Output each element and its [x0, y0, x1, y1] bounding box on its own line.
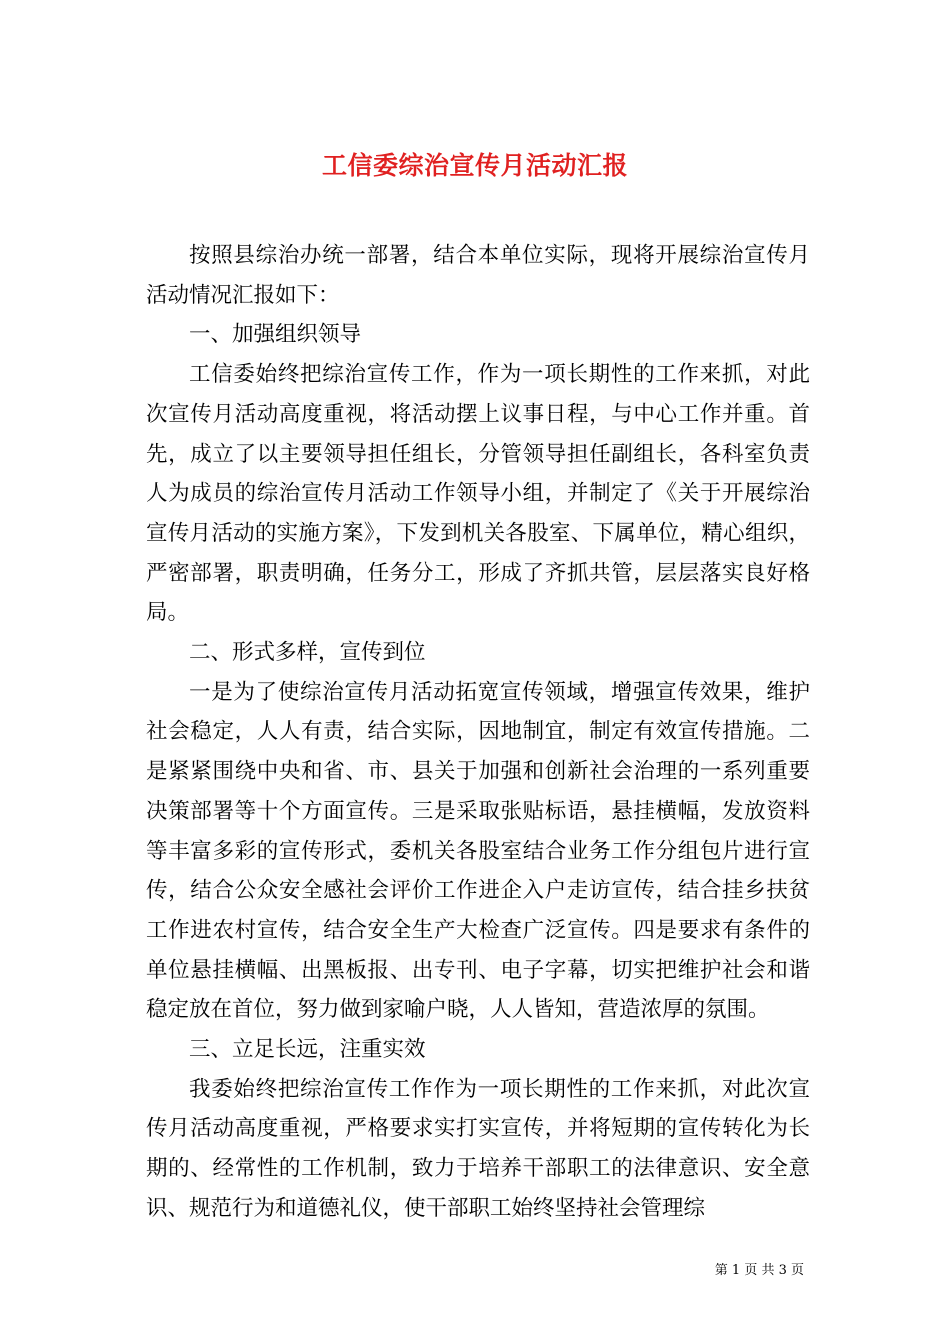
document-title: 工信委综治宣传月活动汇报	[321, 150, 628, 180]
page-number: 第 1 页 共 3 页	[714, 1263, 804, 1278]
document-body	[146, 236, 810, 1229]
section-heading-2: 二、形式多样，宣传到位	[189, 640, 426, 666]
section-2-paragraph: 一是为了使综治宣传月活动拓宽宣传领域，增强宣传效果，维护社会稳定，人人有责，结合实际，因地制宜，制定有效宣传措施。二是紧紧围绕中央和省、市、县关于加强和创新社会治理的一系列重要决策部署等十个方面宣传。三是采取张贴标语，悬挂横幅，发放资料等丰富多彩的宣传形式，委机关各股室结合业务工作分组包片进行宣传，结合公众安全感社会评价工作进企入户走访宣传，结合挂乡扶贫工作进农村宣传，结合安全生产大检查广泛宣传。四是要求有条件的单位悬挂横幅、出黑板报、出专刊、电子字幕，切实把维护社会和谐稳定放在首位，努力做到家喻户晓，人人皆知，营造浓厚的氛围。	[146, 679, 810, 1023]
intro-paragraph: 按照县综治办统一部署，结合本单位实际，现将开展综治宣传月活动情况汇报如下：	[146, 243, 810, 308]
section-heading-1: 一、加强组织领导	[189, 322, 362, 348]
section-3-paragraph: 我委始终把综治宣传工作作为一项长期性的工作来抓，对此次宣传月活动高度重视，严格要求实打实宣传，并将短期的宣传转化为长期的、经常性的工作机制，致力于培养干部职工的法律意识、安全意识、规范行为和道德礼仪，使干部职工始终坚持社会管理综	[146, 1076, 810, 1221]
section-1-paragraph: 工信委始终把综治宣传工作，作为一项长期性的工作来抓，对此次宣传月活动高度重视，将活动摆上议事日程，与中心工作并重。首先，成立了以主要领导担任组长，分管领导担任副组长，各科室负责人为成员的综治宣传月活动工作领导小组，并制定了《关于开展综治宣传月活动的实施方案》，下发到机关各股室、下属单位，精心组织，严密部署，职责明确，任务分工，形成了齐抓共管，层层落实良好格局。	[146, 362, 810, 626]
section-heading-3: 三、立足长远，注重实效	[189, 1037, 426, 1063]
